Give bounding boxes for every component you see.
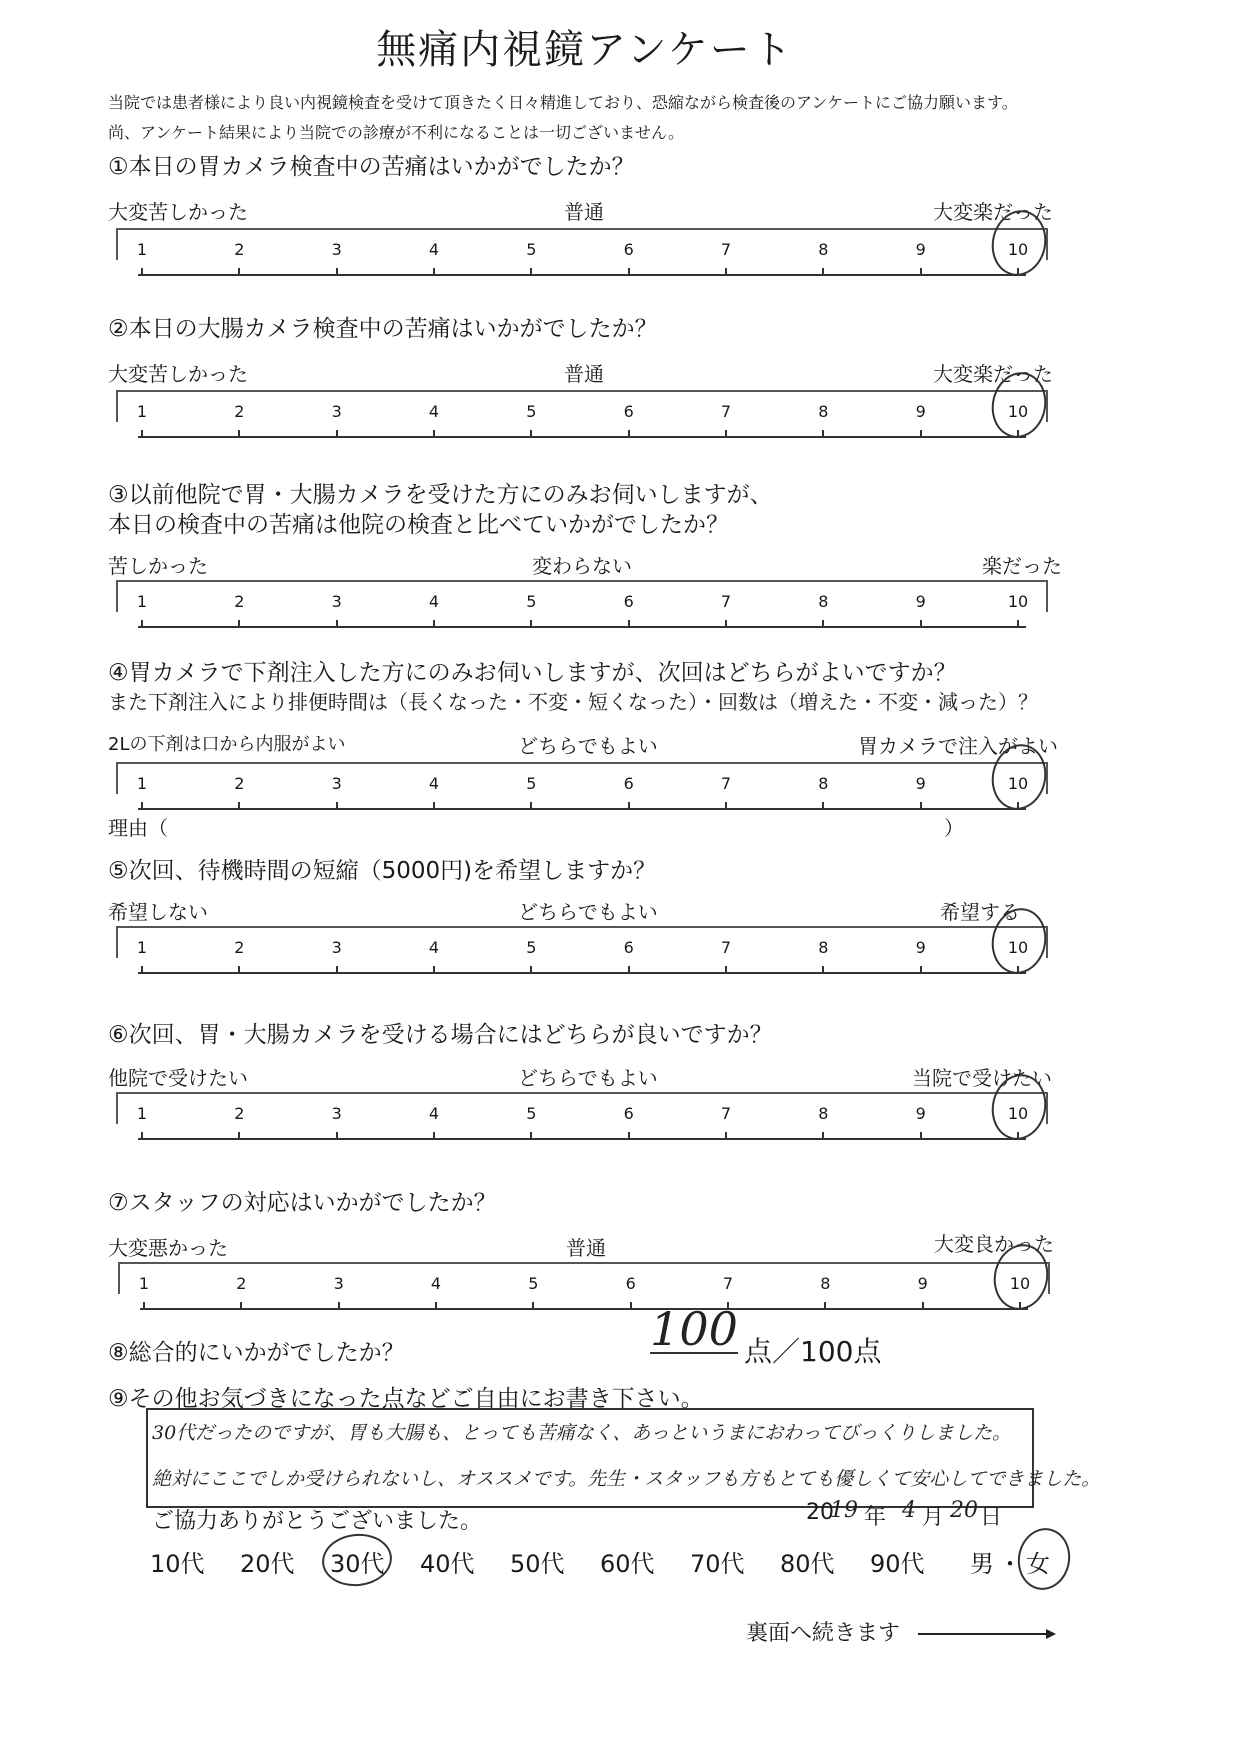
scale-baseline xyxy=(138,808,1026,810)
scale-tick xyxy=(143,1302,145,1310)
q4-left-label: 2Lの下剤は口から内服がよい xyxy=(108,734,346,755)
scale-tick xyxy=(822,620,824,628)
scale-option-9[interactable]: 9 xyxy=(915,592,926,611)
scale-option-7[interactable]: 7 xyxy=(720,938,732,957)
scale-tick xyxy=(238,268,240,276)
scale-tick xyxy=(628,268,630,276)
question-6: ⑥次回、胃・大腸カメラを受ける場合にはどちらが良いですか？ xyxy=(108,1022,773,1048)
scale-tick xyxy=(920,430,922,438)
scale-option-3[interactable]: 3 xyxy=(331,402,342,421)
q3-right-label: 楽だった xyxy=(982,554,1062,578)
q3-left-label: 苦しかった xyxy=(108,554,208,578)
scale-tick xyxy=(628,802,630,810)
scale-frame xyxy=(118,1262,1050,1294)
scale-option-8[interactable]: 8 xyxy=(818,938,829,957)
comment-line-1: 30代だったのですが、胃も大腸も、とっても苦痛なく、あっというまにおわってびっくりしました。 xyxy=(152,1422,1012,1444)
continue-text: 裏面へ続きます xyxy=(746,1621,901,1646)
scale-frame xyxy=(116,1092,1048,1124)
scale-option-2[interactable]: 2 xyxy=(234,774,245,793)
age-selection-circle xyxy=(319,1530,394,1589)
date-year-prefix: 20 xyxy=(806,1500,834,1525)
scale-tick xyxy=(433,802,435,810)
q5-mid-label: どちらでもよい xyxy=(518,900,658,924)
scale-option-7[interactable]: 7 xyxy=(720,774,732,793)
scale-option-3[interactable]: 3 xyxy=(331,774,342,793)
scale-frame xyxy=(116,228,1048,260)
q6-left-label: 他院で受けたい xyxy=(108,1066,248,1090)
intro-line-2: 尚、アンケート結果により当院での診療が不利になることは一切ございません。 xyxy=(108,123,685,142)
scale-option-10[interactable]: 10 xyxy=(1007,592,1029,611)
scale-option-2[interactable]: 2 xyxy=(234,402,245,421)
question-5: ⑤次回、待機時間の短縮（5000円)を希望しますか？ xyxy=(108,858,657,884)
gender-male-option[interactable]: 男 xyxy=(970,1550,994,1578)
scale-frame xyxy=(116,926,1048,958)
scale-option-3[interactable]: 3 xyxy=(331,240,342,259)
gender-female-option[interactable]: 女 xyxy=(1026,1550,1050,1578)
question-7: ⑦スタッフの対応はいかがでしたか？ xyxy=(108,1190,497,1216)
scale-option-9[interactable]: 9 xyxy=(915,1104,926,1123)
scale-tick xyxy=(822,1132,824,1140)
scale-option-4[interactable]: 4 xyxy=(428,402,440,421)
scale-option-4[interactable]: 4 xyxy=(428,774,440,793)
scale-option-6[interactable]: 6 xyxy=(623,402,634,421)
scale-tick xyxy=(336,1132,338,1140)
scale-tick xyxy=(336,620,338,628)
date-month-input[interactable]: 4 xyxy=(902,1498,916,1523)
scale-option-9[interactable]: 9 xyxy=(915,938,926,957)
scale-tick xyxy=(336,268,338,276)
scale-tick xyxy=(920,268,922,276)
scale-tick xyxy=(141,268,143,276)
scale-tick xyxy=(725,802,727,810)
scale-tick xyxy=(725,268,727,276)
scale-option-5[interactable]: 5 xyxy=(526,774,537,793)
scale-option-7[interactable]: 7 xyxy=(720,592,732,611)
q2-left-label: 大変苦しかった xyxy=(108,362,248,386)
scale-baseline xyxy=(138,972,1026,974)
intro-line-1: 当院では患者様により良い内視鏡検査を受けて頂きたく日々精進しており、恐縮ながら検査後のアンケートにご協力願います。 xyxy=(108,93,1018,112)
scale-tick xyxy=(922,1302,924,1310)
scale-baseline xyxy=(138,274,1026,276)
scale-option-7[interactable]: 7 xyxy=(722,1274,734,1293)
scale-tick xyxy=(433,430,435,438)
scale-option-5[interactable]: 5 xyxy=(528,1274,539,1293)
scale-tick xyxy=(530,1132,532,1140)
arrow-right-icon xyxy=(918,1626,1058,1642)
scale-option-4[interactable]: 4 xyxy=(430,1274,442,1293)
scale-tick xyxy=(433,966,435,974)
scale-tick xyxy=(240,1302,242,1310)
scale-tick xyxy=(920,802,922,810)
scale-tick xyxy=(530,430,532,438)
scale-tick xyxy=(628,430,630,438)
scale-option-6[interactable]: 6 xyxy=(623,1104,634,1123)
scale-option-10[interactable]: 10 xyxy=(1007,1104,1029,1123)
scale-tick xyxy=(336,802,338,810)
scale-tick xyxy=(725,430,727,438)
question-4-line-2: また下剤注入により排便時間は（長くなった・不変・短くなった）・回数は（増えた・不変・減った）？ xyxy=(108,690,1038,714)
scale-option-10[interactable]: 10 xyxy=(1007,938,1029,957)
scale-tick xyxy=(628,1132,630,1140)
gender-separator: ・ xyxy=(998,1550,1022,1578)
scale-tick xyxy=(822,268,824,276)
overall-score-input[interactable]: 100 xyxy=(650,1302,738,1356)
scale-baseline xyxy=(138,436,1026,438)
question-3-line-1: ③以前他院で胃・大腸カメラを受けた方にのみお伺いしますが、 xyxy=(108,482,773,508)
scale-option-9[interactable]: 9 xyxy=(915,402,926,421)
q1-scale[interactable] xyxy=(116,228,1048,278)
date-day-label: 日 xyxy=(980,1505,1003,1530)
q4-reason-label: 理由（ xyxy=(108,816,168,840)
scale-option-7[interactable]: 7 xyxy=(720,1104,732,1123)
scale-tick xyxy=(628,620,630,628)
scale-tick xyxy=(435,1302,437,1310)
scale-option-4[interactable]: 4 xyxy=(428,938,440,957)
scale-option-6[interactable]: 6 xyxy=(623,774,634,793)
scale-option-1[interactable]: 1 xyxy=(136,1104,148,1123)
scale-option-4[interactable]: 4 xyxy=(428,592,440,611)
q7-mid-label: 普通 xyxy=(566,1236,606,1260)
date-day-input[interactable]: 20 xyxy=(950,1498,978,1523)
survey-title: 無痛内視鏡アンケート xyxy=(376,27,794,73)
scale-tick xyxy=(630,1302,632,1310)
age-option-80s[interactable]: 80代 xyxy=(780,1550,835,1578)
q4-reason-field[interactable] xyxy=(198,818,938,819)
q5-scale[interactable] xyxy=(116,926,1048,976)
scale-option-1[interactable]: 1 xyxy=(136,402,148,421)
question-4-line-1: ④胃カメラで下剤注入した方にのみお伺いしますが、次回はどちらがよいですか？ xyxy=(108,660,957,686)
q6-right-label: 当院で受けたい xyxy=(912,1066,1052,1090)
question-3-line-2: 本日の検査中の苦痛は他院の検査と比べていかがでしたか？ xyxy=(108,512,729,538)
scale-option-9[interactable]: 9 xyxy=(917,1274,928,1293)
scale-tick xyxy=(141,1132,143,1140)
scale-option-5[interactable]: 5 xyxy=(526,1104,537,1123)
scale-option-2[interactable]: 2 xyxy=(234,240,245,259)
scale-tick xyxy=(628,966,630,974)
scale-tick xyxy=(725,966,727,974)
scale-option-10[interactable]: 10 xyxy=(1007,240,1029,259)
q7-right-label: 大変良かった xyxy=(934,1232,1054,1256)
scale-option-10[interactable]: 10 xyxy=(1007,402,1029,421)
scale-option-7[interactable]: 7 xyxy=(720,402,732,421)
question-9: ⑨その他お気づきになった点などご自由にお書き下さい。 xyxy=(108,1386,704,1412)
scale-option-5[interactable]: 5 xyxy=(526,592,537,611)
question-2: ②本日の大腸カメラ検査中の苦痛はいかがでしたか？ xyxy=(108,316,658,342)
scale-tick xyxy=(238,802,240,810)
scale-option-8[interactable]: 8 xyxy=(820,1274,831,1293)
question-1: ①本日の胃カメラ検査中の苦痛はいかがでしたか？ xyxy=(108,154,635,180)
scale-option-8[interactable]: 8 xyxy=(818,592,829,611)
scale-option-6[interactable]: 6 xyxy=(623,592,634,611)
date-month-label: 月 xyxy=(922,1505,945,1530)
q2-scale[interactable] xyxy=(116,390,1048,440)
q4-reason-close: ） xyxy=(944,816,964,840)
q7-left-label: 大変悪かった xyxy=(108,1236,228,1260)
scale-tick xyxy=(530,268,532,276)
scale-tick xyxy=(822,430,824,438)
q1-left-label: 大変苦しかった xyxy=(108,200,248,224)
scale-tick xyxy=(141,966,143,974)
scale-option-5[interactable]: 5 xyxy=(526,938,537,957)
age-option-20s[interactable]: 20代 xyxy=(240,1550,295,1578)
overall-score-suffix: 点／100点 xyxy=(744,1335,882,1368)
scale-tick xyxy=(822,802,824,810)
date-year-label: 年 xyxy=(864,1505,887,1530)
scale-tick xyxy=(822,966,824,974)
scale-option-1[interactable]: 1 xyxy=(138,1274,150,1293)
scale-option-6[interactable]: 6 xyxy=(623,938,634,957)
scale-option-4[interactable]: 4 xyxy=(428,240,440,259)
scale-tick xyxy=(141,802,143,810)
scale-option-6[interactable]: 6 xyxy=(623,240,634,259)
scale-tick xyxy=(1017,620,1019,628)
q3-scale[interactable] xyxy=(116,580,1048,630)
scale-option-2[interactable]: 2 xyxy=(234,592,245,611)
scale-option-8[interactable]: 8 xyxy=(818,1104,829,1123)
comment-line-2: 絶対にここでしか受けられないし、オススメです。先生・スタッフも方もとても優しくて安心してできました。 xyxy=(152,1468,1101,1490)
scale-option-3[interactable]: 3 xyxy=(331,592,342,611)
scale-option-2[interactable]: 2 xyxy=(234,938,245,957)
scale-option-1[interactable]: 1 xyxy=(136,774,148,793)
scale-tick xyxy=(141,620,143,628)
age-option-50s[interactable]: 50代 xyxy=(510,1550,565,1578)
scale-option-8[interactable]: 8 xyxy=(818,240,829,259)
age-option-40s[interactable]: 40代 xyxy=(420,1550,475,1578)
scale-option-2[interactable]: 2 xyxy=(236,1274,247,1293)
scale-option-9[interactable]: 9 xyxy=(915,774,926,793)
scale-option-4[interactable]: 4 xyxy=(428,1104,440,1123)
q5-right-label: 希望する xyxy=(940,900,1020,924)
q4-scale[interactable] xyxy=(116,762,1048,812)
q3-mid-label: 変わらない xyxy=(532,554,632,578)
scale-option-3[interactable]: 3 xyxy=(333,1274,344,1293)
scale-baseline xyxy=(140,1308,1028,1310)
q6-scale[interactable] xyxy=(116,1092,1048,1142)
date-year-input[interactable]: 19 xyxy=(830,1498,858,1523)
q7-scale[interactable] xyxy=(118,1262,1050,1312)
scale-tick xyxy=(336,966,338,974)
scale-tick xyxy=(725,620,727,628)
age-option-70s[interactable]: 70代 xyxy=(690,1550,745,1578)
q6-mid-label: どちらでもよい xyxy=(518,1066,658,1090)
age-option-30s[interactable]: 30代 xyxy=(330,1550,385,1578)
scale-tick xyxy=(338,1302,340,1310)
scale-tick xyxy=(433,1132,435,1140)
scale-tick xyxy=(336,430,338,438)
age-option-10s[interactable]: 10代 xyxy=(150,1550,205,1578)
q1-mid-label: 普通 xyxy=(564,200,604,224)
age-option-60s[interactable]: 60代 xyxy=(600,1550,655,1578)
scale-tick xyxy=(238,1132,240,1140)
scale-option-10[interactable]: 10 xyxy=(1007,774,1029,793)
q1-right-label: 大変楽だった xyxy=(933,200,1053,224)
scale-tick xyxy=(238,966,240,974)
scale-tick xyxy=(920,620,922,628)
scale-tick xyxy=(238,430,240,438)
q2-mid-label: 普通 xyxy=(564,362,604,386)
scale-baseline xyxy=(138,1138,1026,1140)
scale-option-10[interactable]: 10 xyxy=(1009,1274,1031,1293)
scale-tick xyxy=(532,1302,534,1310)
thanks-text: ご協力ありがとうございました。 xyxy=(152,1509,483,1534)
q4-right-label: 胃カメラで注入がよい xyxy=(858,734,1058,758)
scale-frame xyxy=(116,580,1048,612)
q5-left-label: 希望しない xyxy=(108,900,208,924)
q4-mid-label: どちらでもよい xyxy=(518,734,658,758)
scale-tick xyxy=(920,966,922,974)
age-option-90s[interactable]: 90代 xyxy=(870,1550,925,1578)
scale-tick xyxy=(530,966,532,974)
scale-tick xyxy=(824,1302,826,1310)
scale-option-2[interactable]: 2 xyxy=(234,1104,245,1123)
scale-frame xyxy=(116,762,1048,794)
scale-option-3[interactable]: 3 xyxy=(331,938,342,957)
scale-option-8[interactable]: 8 xyxy=(818,774,829,793)
scale-tick xyxy=(725,1132,727,1140)
scale-option-6[interactable]: 6 xyxy=(625,1274,636,1293)
scale-tick xyxy=(238,620,240,628)
q2-right-label: 大変楽だった xyxy=(933,362,1053,386)
scale-baseline xyxy=(138,626,1026,628)
scale-tick xyxy=(433,268,435,276)
scale-tick xyxy=(530,802,532,810)
scale-tick xyxy=(530,620,532,628)
scale-tick xyxy=(433,620,435,628)
question-8: ⑧総合的にいかがでしたか？ xyxy=(108,1340,405,1366)
scale-tick xyxy=(920,1132,922,1140)
gender-selection-circle xyxy=(1013,1524,1075,1594)
scale-option-9[interactable]: 9 xyxy=(915,240,926,259)
scale-option-1[interactable]: 1 xyxy=(136,240,148,259)
scale-option-8[interactable]: 8 xyxy=(818,402,829,421)
scale-tick xyxy=(141,430,143,438)
scale-option-1[interactable]: 1 xyxy=(136,592,148,611)
scale-option-3[interactable]: 3 xyxy=(331,1104,342,1123)
scale-option-5[interactable]: 5 xyxy=(526,402,537,421)
scale-frame xyxy=(116,390,1048,422)
scale-option-1[interactable]: 1 xyxy=(136,938,148,957)
scale-option-5[interactable]: 5 xyxy=(526,240,537,259)
scale-option-7[interactable]: 7 xyxy=(720,240,732,259)
